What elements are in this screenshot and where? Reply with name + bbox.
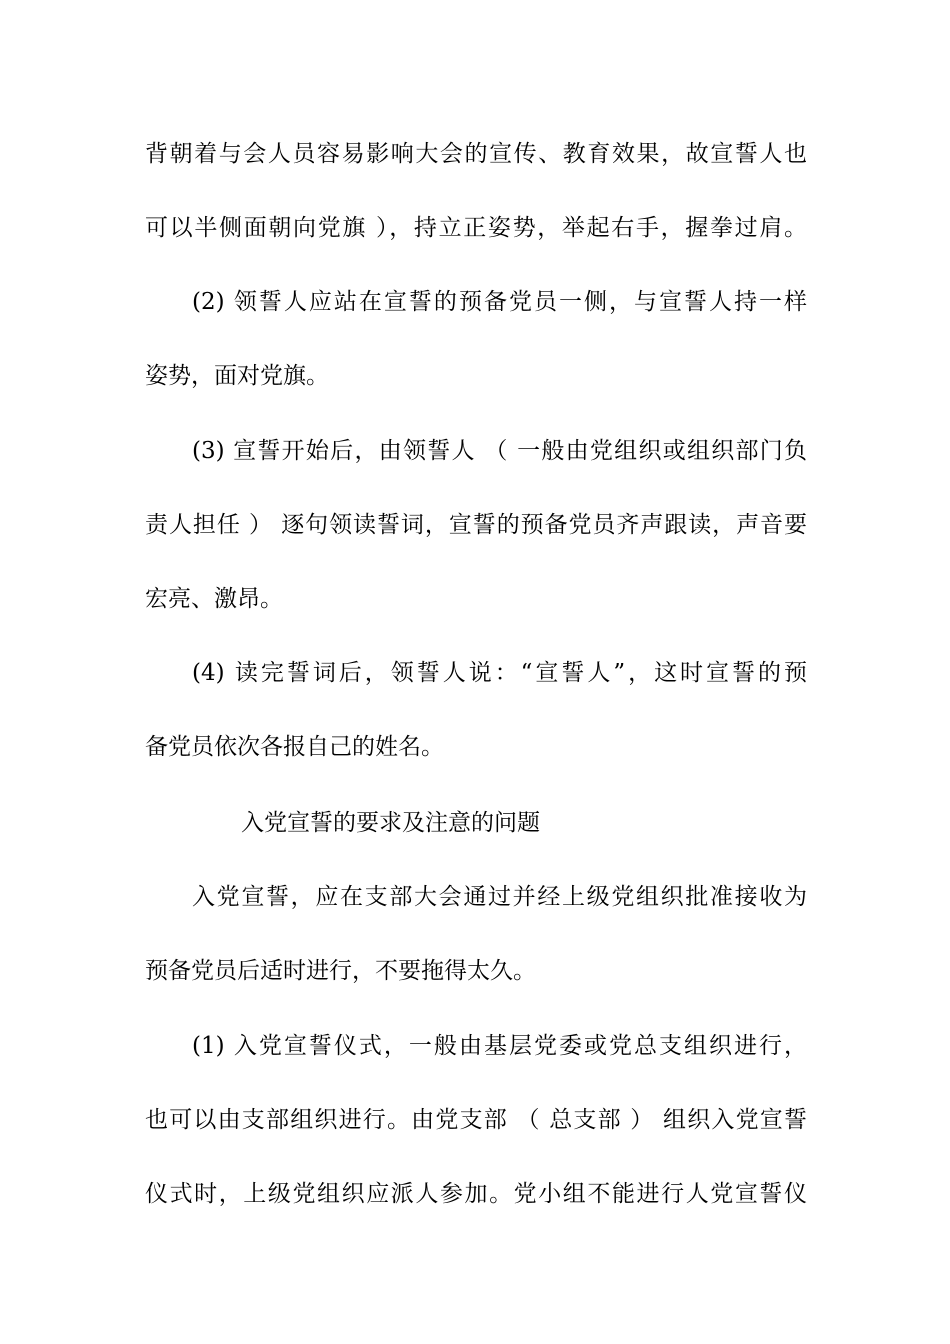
body-text-line: 责人担任 ） 逐句领读誓词，宣誓的预备党员齐声跟读，声音要 — [145, 512, 807, 538]
list-item-2-text: (2) 领誓人应站在宣誓的预备党员一侧，与宣誓人持一样 — [192, 289, 807, 315]
body-text-line: 宏亮、激昂。 — [145, 586, 283, 612]
body-text-line: 备党员依次各报自己的姓名。 — [145, 734, 444, 760]
paragraph-first-line: 入党宣誓，应在支部大会通过并经上级党组织批准接收为 — [192, 884, 807, 910]
section-heading: 入党宣誓的要求及注意的问题 — [241, 810, 540, 836]
body-text-line: 仪式时，上级党组织应派人参加。党小组不能进行人党宣誓仪 — [145, 1181, 807, 1207]
body-text-line: 姿势，面对党旗。 — [145, 363, 329, 389]
list-item-3-text: (3) 宣誓开始后，由领誓人 （ 一般由党组织或组织部门负 — [192, 438, 807, 464]
body-text-line: 背朝着与会人员容易影响大会的宣传、教育效果，故宣誓人也 — [145, 141, 807, 167]
body-text-line: 预备党员后适时进行，不要拖得太久。 — [145, 958, 536, 984]
body-text-line: 可以半侧面朝向党旗 ），持立正姿势，举起右手，握拳过肩。 — [145, 215, 807, 241]
list-item-4-text: (4) 读完誓词后，领誓人说：“宣誓人”，这时宣誓的预 — [192, 660, 807, 686]
body-text-line: 也可以由支部组织进行。由党支部 （ 总支部 ） 组织入党宣誓 — [145, 1107, 807, 1133]
list-item-1-text: (1) 入党宣誓仪式，一般由基层党委或党总支组织进行， — [192, 1033, 807, 1059]
